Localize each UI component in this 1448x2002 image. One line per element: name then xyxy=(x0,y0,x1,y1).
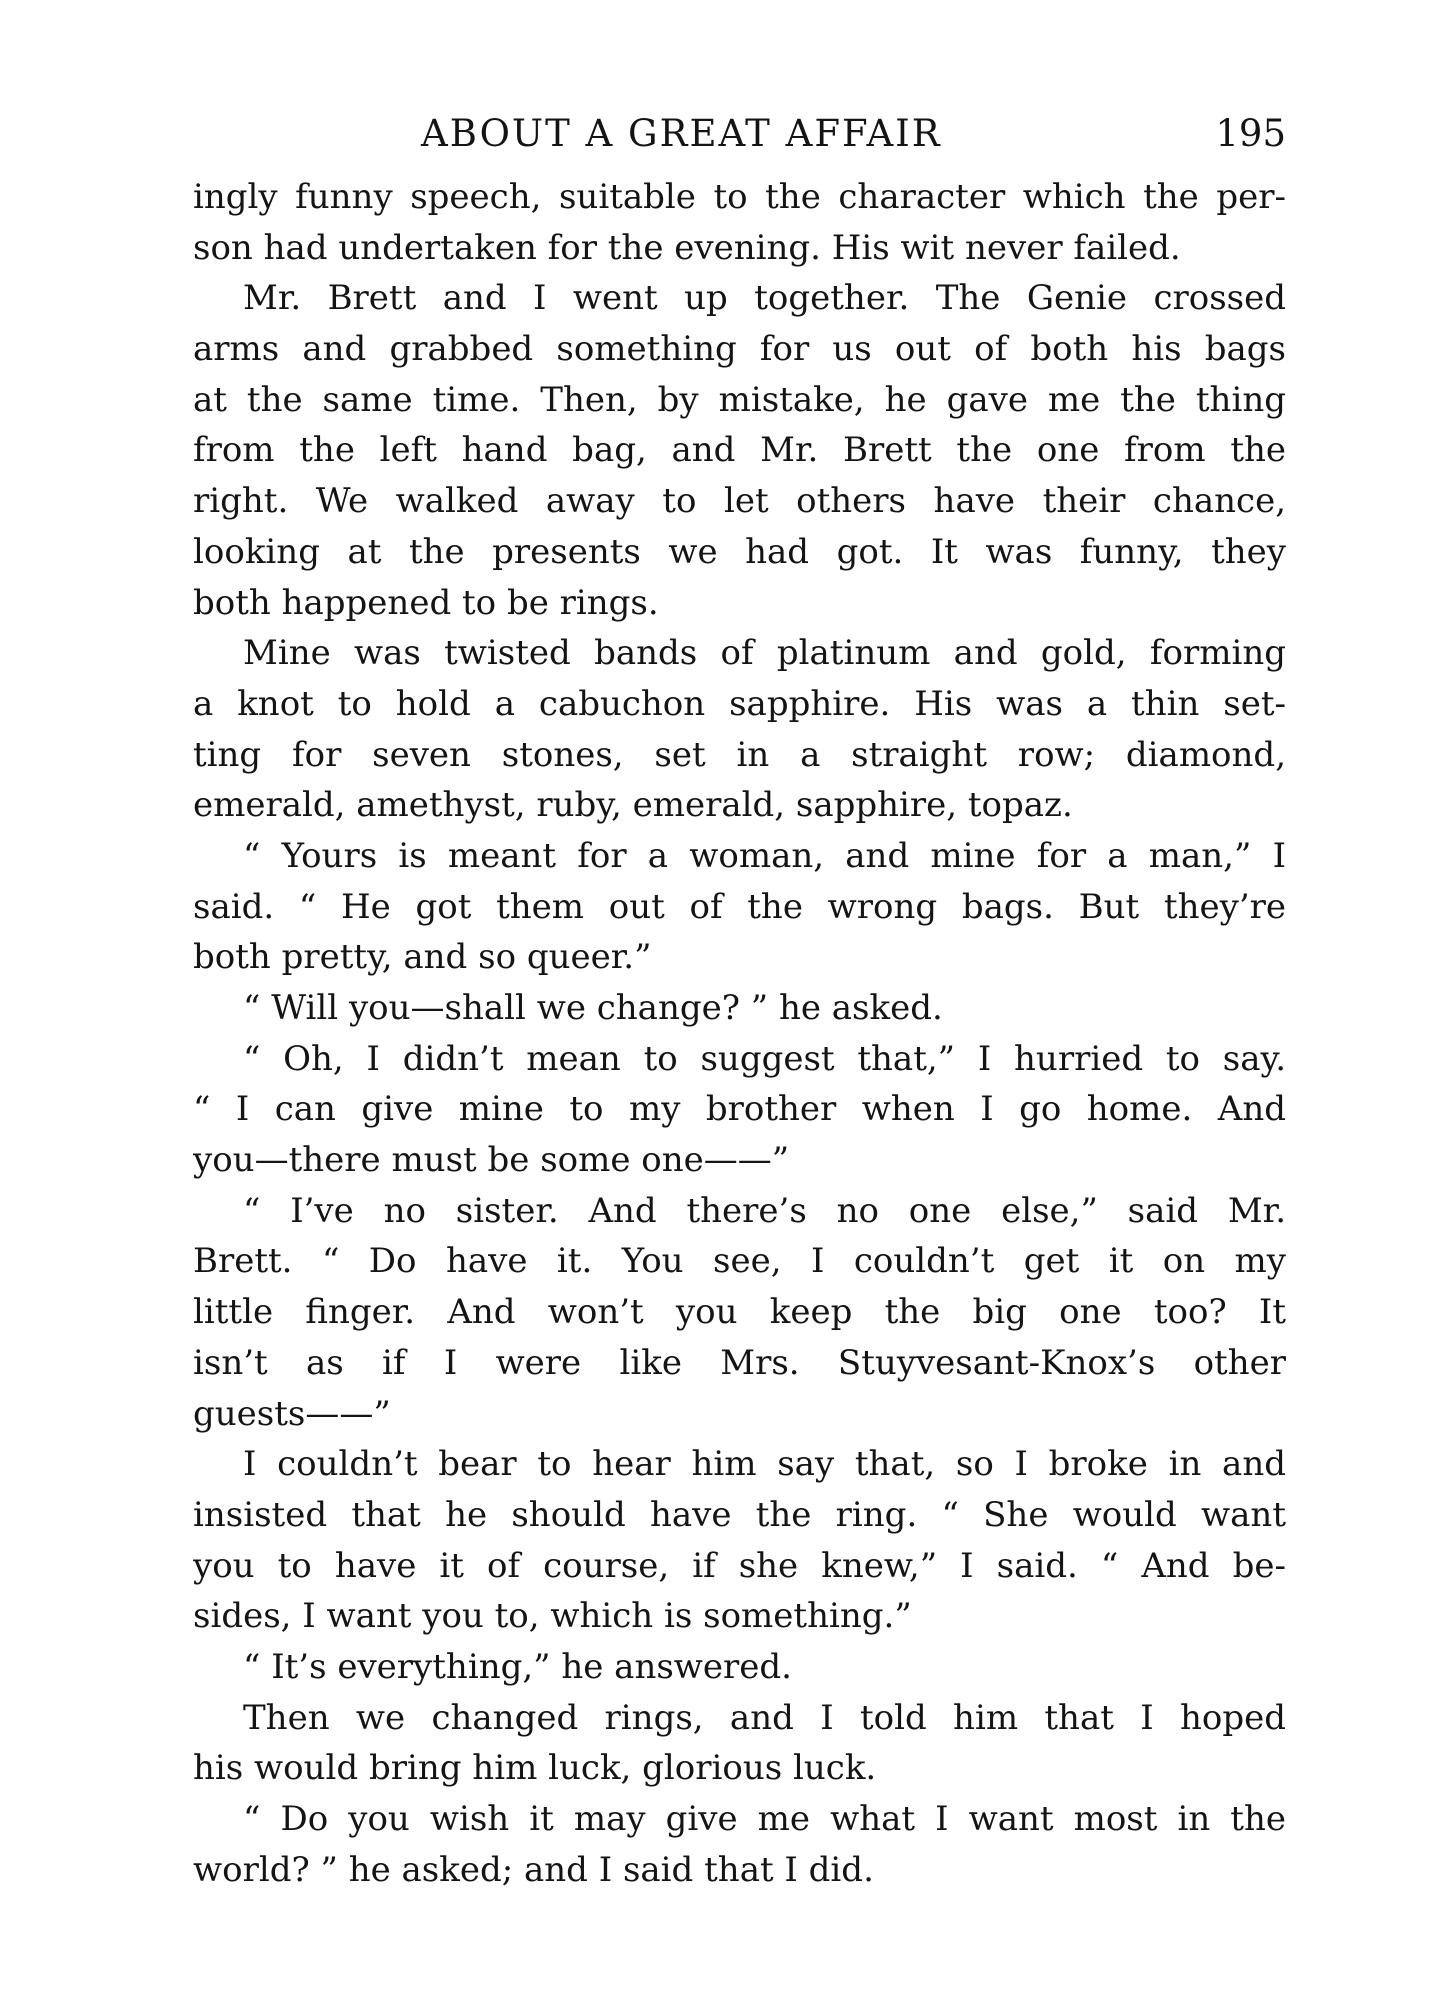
text-line: isn’t as if I were like Mrs. Stuyvesant-Knox’s other xyxy=(193,1342,1286,1383)
text-line: Mine was twisted bands of platinum and gold, forming xyxy=(243,633,1286,674)
text-line: insisted that he should have the ring. “ She would want xyxy=(193,1494,1286,1535)
text-line: son had undertaken for the evening. His wit never failed. xyxy=(193,227,1181,268)
text-line: “ Do you wish it may give me what I want most in the xyxy=(243,1799,1286,1839)
text-line: you to have it of course, if she knew,” I said. “ And be- xyxy=(193,1545,1286,1586)
text-line: “ It’s everything,” he answered. xyxy=(243,1646,792,1687)
page-number: 195 xyxy=(1215,112,1286,155)
text-line: Then we changed rings, and I told him that I hoped xyxy=(243,1697,1286,1738)
text-line: emerald, amethyst, ruby, emerald, sapphire, topaz. xyxy=(193,785,1073,826)
text-line: both pretty, and so queer.” xyxy=(193,937,652,978)
text-line: right. We walked away to let others have their chance, xyxy=(193,481,1286,522)
text-line: looking at the presents we had got. It was funny, they xyxy=(193,531,1286,572)
text-line: both happened to be rings. xyxy=(193,582,659,623)
text-line: a knot to hold a cabuchon sapphire. His was a thin set- xyxy=(193,683,1286,724)
text-line: his would bring him luck, glorious luck. xyxy=(193,1748,877,1789)
book-page xyxy=(193,112,1286,1895)
text-line: arms and grabbed something for us out of both his bags xyxy=(193,329,1286,370)
body-text xyxy=(193,172,1286,1895)
text-line: “ I’ve no sister. And there’s no one else,” said Mr. xyxy=(243,1190,1286,1231)
text-line: “ Oh, I didn’t mean to suggest that,” I hurried to say. xyxy=(243,1038,1286,1079)
running-title: ABOUT A GREAT AFFAIR xyxy=(421,112,942,155)
text-line: from the left hand bag, and Mr. Brett the one from the xyxy=(193,430,1286,471)
text-line: at the same time. Then, by mistake, he gave me the thing xyxy=(193,379,1286,420)
text-line: ting for seven stones, set in a straight row; diamond, xyxy=(193,734,1286,775)
text-line: guests——” xyxy=(193,1393,391,1434)
text-line: “ I can give mine to my brother when I go home. And xyxy=(193,1089,1286,1130)
text-line: “ Yours is meant for a woman, and mine for a man,” I xyxy=(243,835,1286,876)
text-line: Mr. Brett and I went up together. The Genie crossed xyxy=(243,278,1286,319)
text-line: world? ” he asked; and I said that I did. xyxy=(193,1849,874,1890)
text-line: “ Will you—shall we change? ” he asked. xyxy=(243,988,943,1028)
text-line: said. “ He got them out of the wrong bags. But they’re xyxy=(193,886,1286,927)
page-header xyxy=(193,112,1286,162)
text-line: Brett. “ Do have it. You see, I couldn’t get it on my xyxy=(193,1241,1286,1282)
text-line: ingly funny speech, suitable to the character which the per- xyxy=(193,177,1286,217)
text-line: little finger. And won’t you keep the big one too? It xyxy=(193,1292,1286,1333)
text-line: you—there must be some one——” xyxy=(193,1140,790,1181)
text-line: I couldn’t bear to hear him say that, so I broke in and xyxy=(243,1444,1286,1485)
text-line: sides, I want you to, which is something.” xyxy=(193,1596,912,1637)
